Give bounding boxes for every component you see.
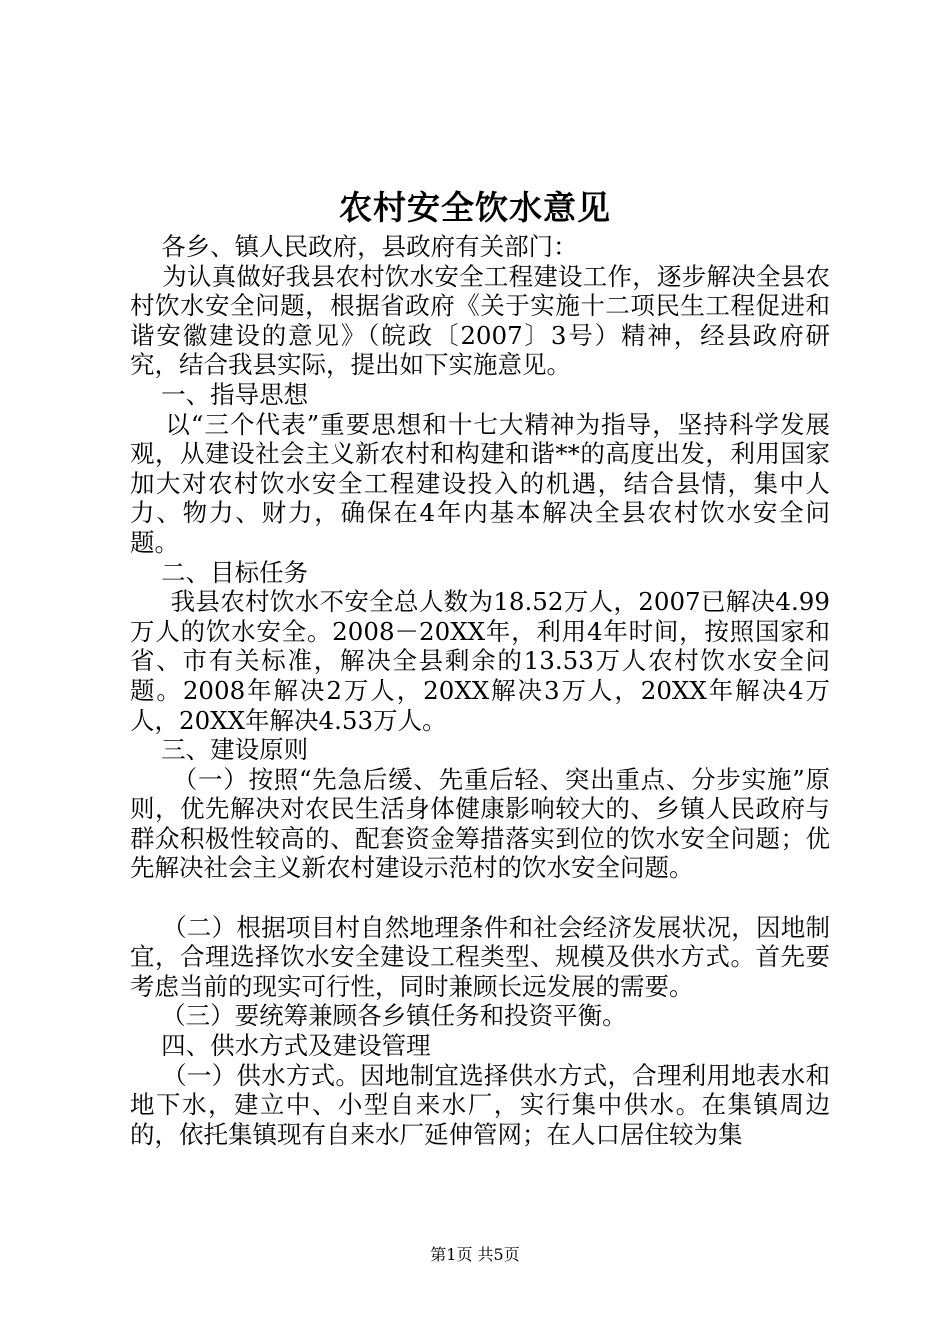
goals-paragraph: 我县农村饮水不安全总人数为18.52万人，2007已解决4.99万人的饮水安全。2008－20XX年，利用4年时间，按照国家和省、市有关标准，解决全县剩余的13.53万人农村饮水安全问题。2008年解决2万人，20XX解决3万人，20XX年解决4万人，20XX年解决4.53万人。 — [130, 587, 830, 735]
principle-1-paragraph: （一）按照“先急后缓、先重后轻、突出重点、分步实施”原则，优先解决对农民生活身体健康影响较大的、乡镇人民政府与群众积极性较高的、配套资金筹措落实到位的饮水安全问题；优先解决社会主义新农村建设示范村的饮水安全问题。 — [130, 764, 830, 883]
section-heading-principles: 三、建设原则 — [130, 735, 309, 765]
salutation: 各乡、镇人民政府，县政府有关部门： — [130, 232, 578, 261]
document-body — [130, 232, 830, 1149]
principle-3-paragraph: （三）要统筹兼顾各乡镇任务和投资平衡。 — [130, 1001, 627, 1031]
page-number-footer: 第1页 共5页 — [430, 1245, 520, 1264]
section-heading-goals: 二、目标任务 — [130, 557, 309, 587]
intro-paragraph: 为认真做好我县农村饮水安全工程建设工作，逐步解决全县农村饮水安全问题，根据省政府《关于实施十二项民生工程促进和谐安徽建设的意见》（皖政〔2007〕3号）精神，经县政府研究，结合我县实际，提出如下实施意见。 — [130, 261, 831, 380]
document-title: 农村安全饮水意见 — [339, 188, 611, 227]
section-heading-guiding-ideology: 一、指导思想 — [130, 379, 309, 409]
principle-2-paragraph: （二）根据项目村自然地理条件和社会经济发展状况，因地制宜，合理选择饮水安全建设工程类型、规模及供水方式。首先要考虑当前的现实可行性，同时兼顾长远发展的需要。 — [130, 912, 831, 1001]
guiding-ideology-paragraph: 以“三个代表”重要思想和十七大精神为指导，坚持科学发展观，从建设社会主义新农村和构建和谐**的高度出发，利用国家加大对农村饮水安全工程建设投入的机遇，结合县情，集中人力、物力、财力，确保在4年内基本解决全县农村饮水安全问题。 — [130, 409, 830, 557]
water-supply-paragraph: （一）供水方式。因地制宜选择供水方式，合理利用地表水和地下水，建立中、小型自来水厂，实行集中供水。在集镇周边的，依托集镇现有自来水厂延伸管网；在人口居住较为集 — [130, 1060, 831, 1149]
section-heading-water-supply: 四、供水方式及建设管理 — [130, 1031, 431, 1061]
blank-line — [130, 883, 830, 913]
